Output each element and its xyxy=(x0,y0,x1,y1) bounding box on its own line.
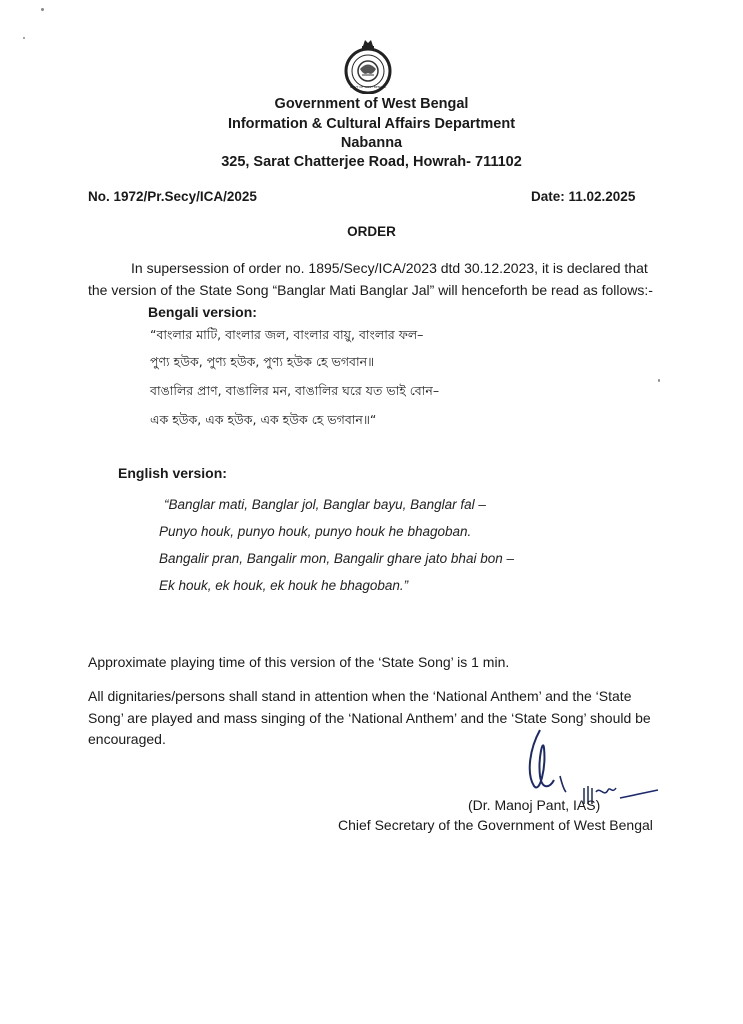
bengali-heading: Bengali version: xyxy=(148,304,257,320)
order-date: Date: 11.02.2025 xyxy=(531,189,636,204)
english-line-4: Ek houk, ek houk, ek houk he bhagoban.” xyxy=(159,578,409,593)
english-heading: English version: xyxy=(118,465,227,481)
instruction-line-1: All dignitaries/persons shall stand in attention when the ‘National Anthem’ and the ‘State xyxy=(88,688,632,704)
header-building: Nabanna xyxy=(340,135,403,151)
document-title: ORDER xyxy=(347,224,396,239)
bengali-line-1: “বাংলার মাটি, বাংলার জল, বাংলার বায়ু, বাংলার ফল– xyxy=(150,327,424,342)
bengali-line-4: এক হউক, এক হউক, এক হউক হে ভগবান॥“ xyxy=(150,412,377,427)
intro-line-1: In supersession of order no. 1895/Secy/ICA/2023 dtd 30.12.2023, it is declared that xyxy=(131,260,648,276)
order-number: No. 1972/Pr.Secy/ICA/2025 xyxy=(88,189,257,204)
header-government: Government of West Bengal xyxy=(274,96,469,112)
bengali-line-3: বাঙালির প্রাণ, বাঙালির মন, বাঙালির ঘরে যত ভাই বোন– xyxy=(150,383,440,398)
signatory-name: (Dr. Manoj Pant, IAS) xyxy=(468,797,601,813)
bengali-line-2: পুণ্য হউক, পুণ্য হউক, পুণ্য হউক হে ভগবান॥ xyxy=(150,354,375,369)
government-seal-icon xyxy=(341,38,395,94)
scan-speck xyxy=(41,8,44,11)
header-address: 325, Sarat Chatterjee Road, Howrah- 711102 xyxy=(221,154,522,170)
english-line-1: “Banglar mati, Banglar jol, Banglar bayu, Banglar fal – xyxy=(164,497,486,512)
scan-speck xyxy=(23,37,25,39)
english-line-2: Punyo houk, punyo houk, punyo houk he bhagoban. xyxy=(159,524,472,539)
scan-speck xyxy=(658,379,660,382)
english-line-3: Bangalir pran, Bangalir mon, Bangalir ghare jato bhai bon – xyxy=(159,551,514,566)
playing-time-note: Approximate playing time of this version of the ‘State Song’ is 1 min. xyxy=(88,654,510,670)
header-department: Information & Cultural Affairs Department xyxy=(227,116,516,132)
instruction-line-2: Song’ are played and mass singing of the ‘National Anthem’ and the ‘State Song’ should be xyxy=(88,710,651,726)
seal-text: GOVT OF WEST BENGAL xyxy=(349,85,387,89)
instruction-line-3: encouraged. xyxy=(88,731,166,747)
signatory-designation: Chief Secretary of the Government of West Bengal xyxy=(338,817,653,833)
intro-line-2: the version of the State Song “Banglar Mati Banglar Jal” will henceforth be read as follows:- xyxy=(88,282,653,298)
